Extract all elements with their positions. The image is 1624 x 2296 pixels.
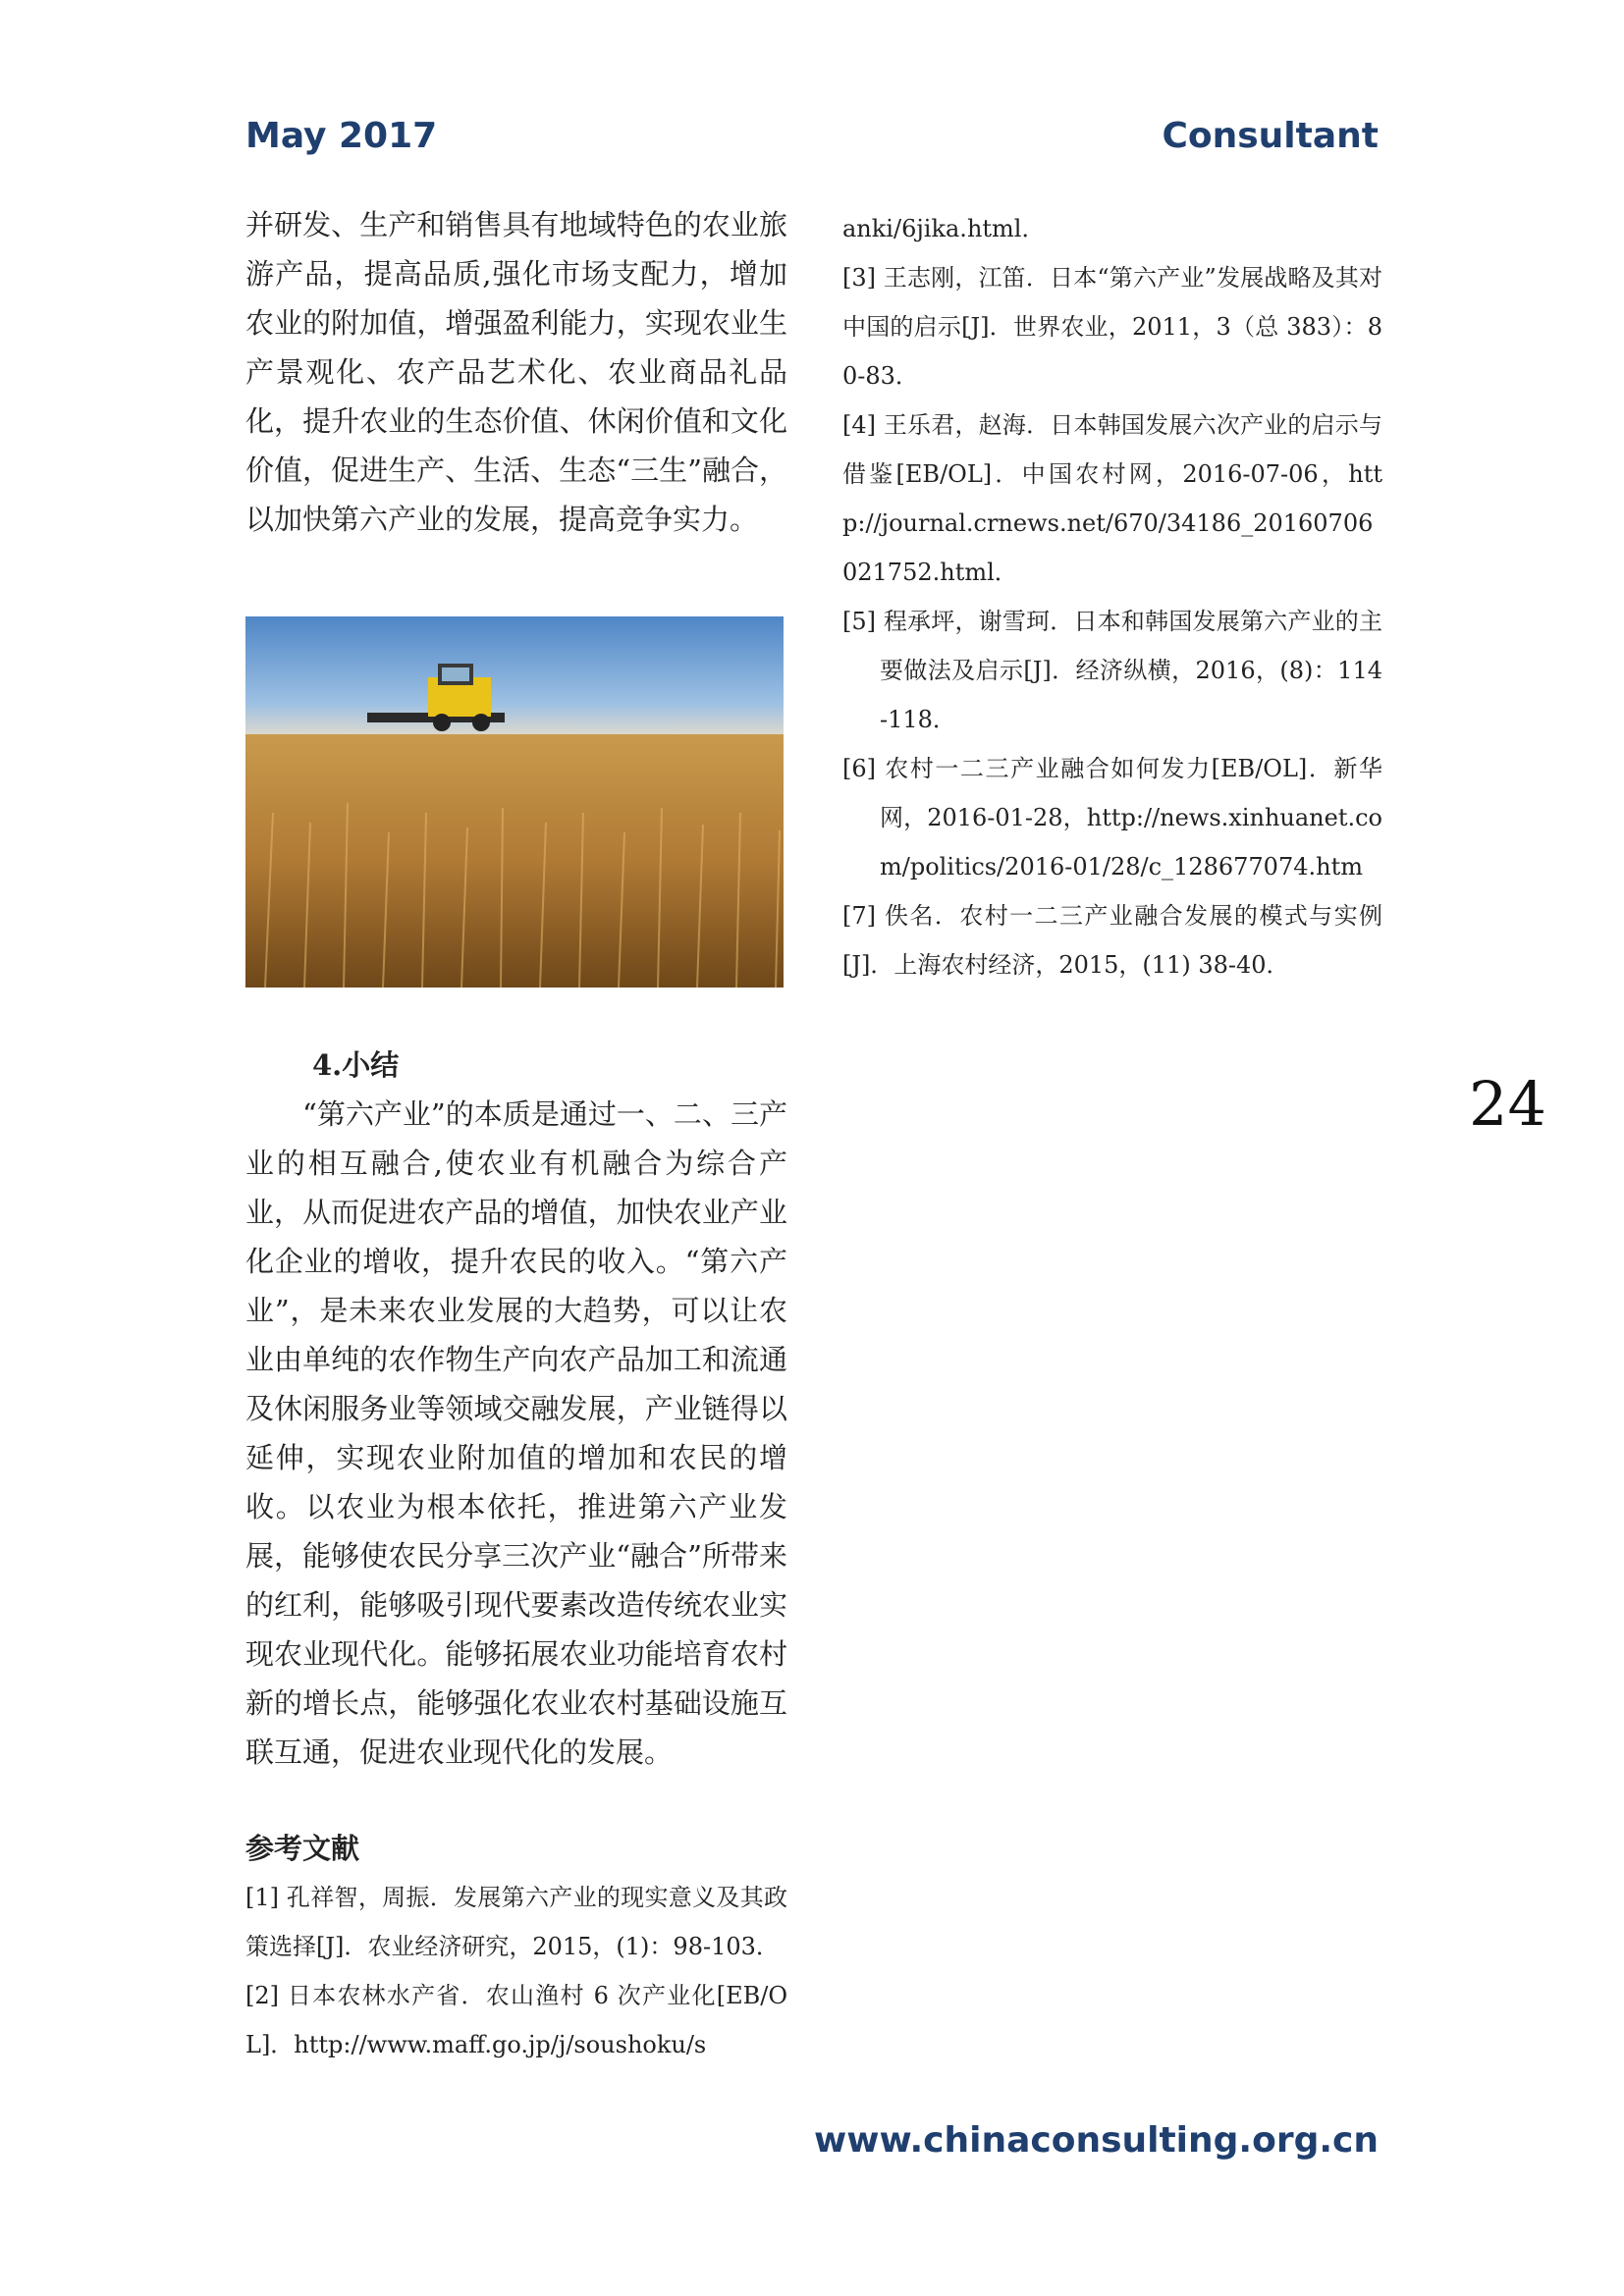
wheat-field-photo [245, 616, 784, 988]
intro-paragraph: 并研发、生产和销售具有地域特色的农业旅游产品，提高品质,强化市场支配力，增加农业的附加值，增强盈利能力，实现农业生产景观化、农产品艺术化、农业商品礼品化，提升农业的生态价值、休闲价值和文化价值，促进生产、生活、生态“三生”融合，以加快第六产业的发展，提高竞争实力。 [245, 208, 787, 536]
page-number: 24 [1469, 1068, 1546, 1140]
summary-paragraph: “第六产业”的本质是通过一、二、三产业的相互融合,使农业有机融合为综合产业，从而促进农产品的增值，加快农业产业化企业的增收，提升农民的收入。“第六产业”，是未来农业发展的大趋势，可以让农业由单纯的农作物生产向农产品加工和流通及休闲服务业等领域交融发展，产业链得以延伸，实现农业附加值的增加和农民的增收。以农业为根本依托，推进第六产业发展，能够使农民分享三次产业“融合”所带来的红利，能够吸引现代要素改造传统农业实现农业现代化。能够拓展农业功能培育农村新的增长点，能够强化农业农村基础设施互联互通，促进农业现代化的发展。 [245, 1097, 787, 1769]
reference-item: [3] 王志刚，江笛．日本“第六产业”发展战略及其对中国的启示[J]．世界农业，2011，3（总 383）：80-83． [842, 264, 1382, 390]
reference-item: [5] 程承坪，谢雪珂．日本和韩国发展第六产业的主要做法及启示[J]．经济纵横，2016，(8)：114-118． [842, 608, 1382, 733]
reference-item: [2] 日本农林水产省．农山渔村 6 次产业化[EB/OL]．http://www.maff.go.jp/j/soushoku/s [245, 1982, 787, 2058]
header-date: May 2017 [245, 116, 438, 156]
wheat-field-combine-harvester-icon [245, 616, 784, 988]
references-left-list [245, 1873, 787, 2069]
summary-column [245, 1090, 787, 1777]
reference-item: [7] 佚名．农村一二三产业融合发展的模式与实例[J]．上海农村经济，2015，(11) 38-40． [842, 902, 1382, 979]
reference-item: anki/6jika.html． [842, 215, 1046, 242]
references-title: 参考文献 [245, 1832, 360, 1865]
reference-item: [4] 王乐君，赵海．日本韩国发展六次产业的启示与借鉴[EB/OL]．中国农村网，2016-07-06，http://journal.crnews.net/670/34186_20160706021752.html． [842, 411, 1382, 586]
footer-url[interactable]: www.chinaconsulting.org.cn [814, 2120, 1379, 2161]
header-publication: Consultant [1162, 116, 1379, 156]
section-title: 4.小结 [312, 1048, 400, 1082]
reference-item: [1] 孔祥智，周振．发展第六产业的现实意义及其政策选择[J]．农业经济研究，2015，(1)：98-103． [245, 1884, 787, 1960]
references-right-list [842, 204, 1382, 989]
reference-item: [6] 农村一二三产业融合如何发力[EB/OL]．新华网，2016-01-28，http://news.xinhuanet.com/politics/2016-01/28/c_128677074.htm [842, 755, 1382, 881]
left-column-intro [245, 200, 787, 544]
